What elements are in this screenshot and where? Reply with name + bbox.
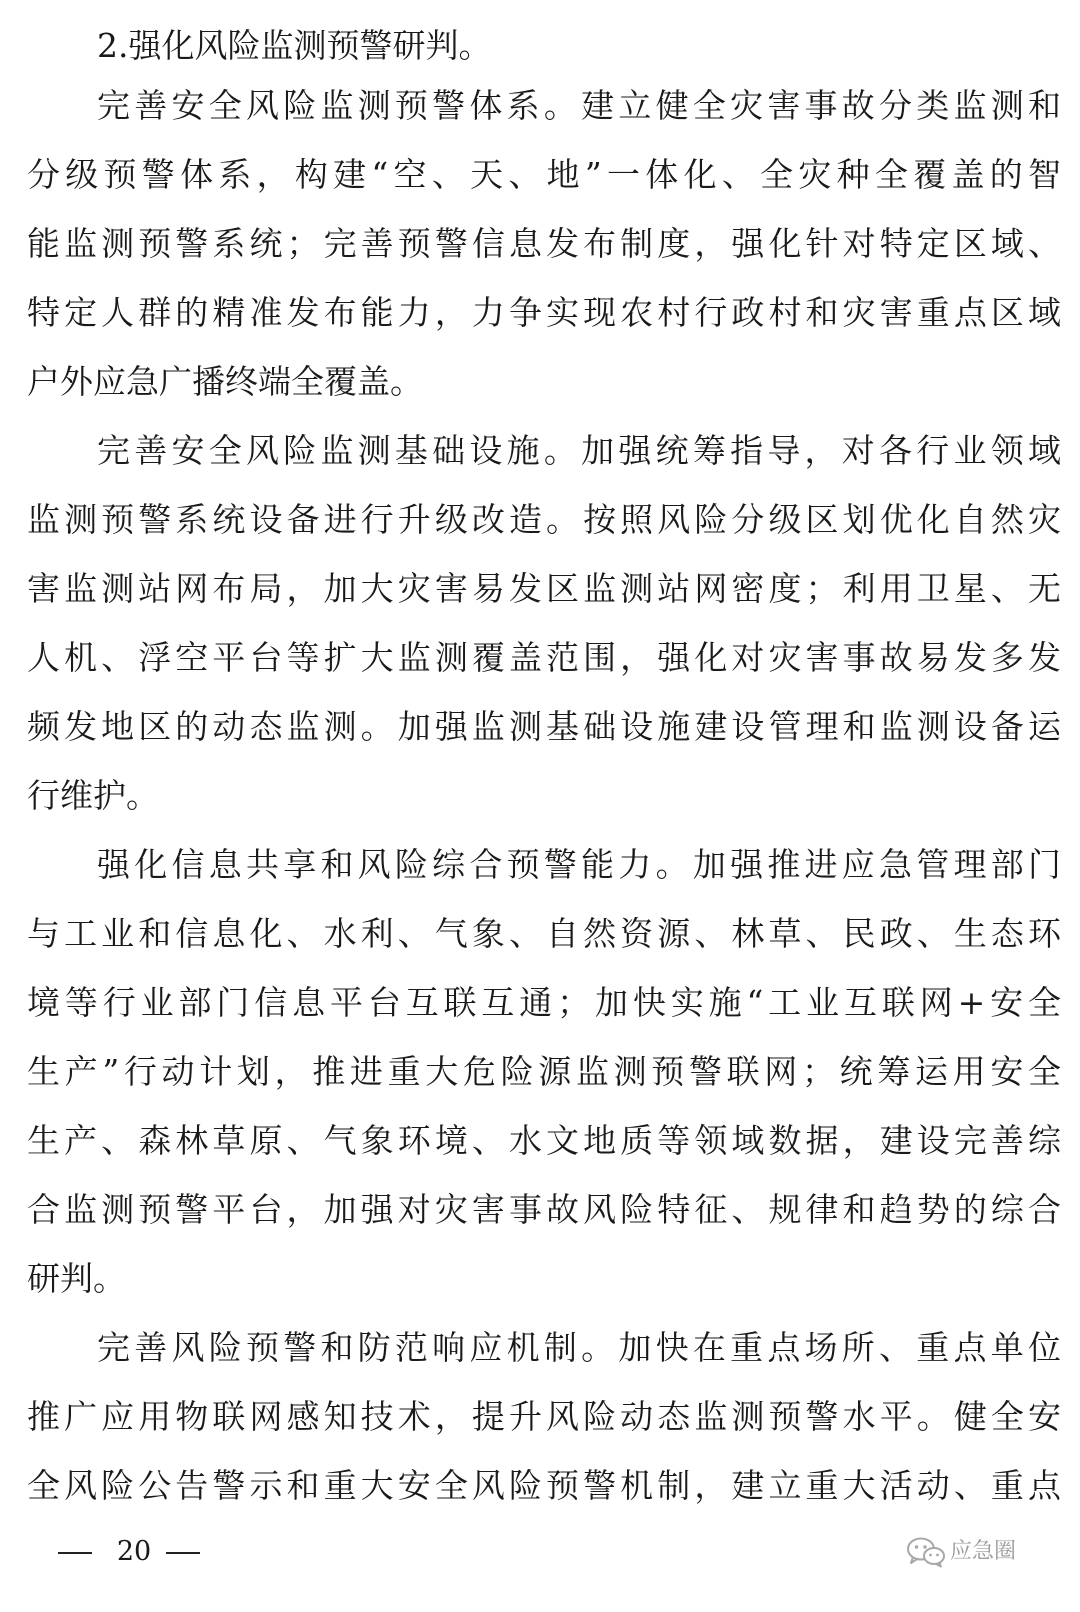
watermark [906, 1530, 1076, 1574]
text-line: 与工业和信息化、水利、气象、自然资源、林草、民政、生态环 [27, 914, 1061, 953]
text-line: 合监测预警平台，加强对灾害事故风险特征、规律和趋势的综合 [27, 1190, 1061, 1229]
text-line: 行维护。 [27, 776, 159, 815]
text-line: 生产、森林草原、气象环境、水文地质等领域数据，建设完善综 [27, 1121, 1061, 1160]
text-line: 分级预警体系，构建“空、天、地”一体化、全灾种全覆盖的智 [27, 155, 1061, 194]
text-line: 完善风险预警和防范响应机制。加快在重点场所、重点单位 [97, 1328, 1061, 1367]
text-line: 户外应急广播终端全覆盖。 [27, 362, 423, 401]
text-line: 完善安全风险监测预警体系。建立健全灾害事故分类监测和 [97, 86, 1061, 125]
text-line: 特定人群的精准发布能力，力争实现农村行政村和灾害重点区域 [27, 293, 1061, 332]
text-line: 完善安全风险监测基础设施。加强统筹指导，对各行业领域 [97, 431, 1061, 470]
text-line: 生产”行动计划，推进重大危险源监测预警联网；统筹运用安全 [27, 1052, 1061, 1091]
page-number: 20 [116, 1536, 152, 1567]
text-line: 全风险公告警示和重大安全风险预警机制，建立重大活动、重点 [27, 1466, 1061, 1505]
text-line: 害监测站网布局，加大灾害易发区监测站网密度；利用卫星、无 [27, 569, 1061, 608]
text-line: 监测预警系统设备进行升级改造。按照风险分级区划优化自然灾 [27, 500, 1061, 539]
page-number-dash-left [58, 1552, 92, 1554]
watermark-text: 应急圈 [950, 1539, 1017, 1564]
text-line: 推广应用物联网感知技术，提升风险动态监测预警水平。健全安 [27, 1397, 1061, 1436]
wechat-icon [906, 1536, 946, 1568]
text-line: 人机、浮空平台等扩大监测覆盖范围，强化对灾害事故易发多发 [27, 638, 1061, 677]
page-number-dash-right [166, 1552, 200, 1554]
section-heading: 2.强化风险监测预警研判。 [97, 26, 492, 65]
text-line: 强化信息共享和风险综合预警能力。加强推进应急管理部门 [97, 845, 1061, 884]
text-line: 研判。 [27, 1259, 126, 1298]
text-line: 频发地区的动态监测。加强监测基础设施建设管理和监测设备运 [27, 707, 1061, 746]
text-line: 境等行业部门信息平台互联互通；加快实施“工业互联网+安全 [27, 983, 1061, 1022]
text-line: 能监测预警系统；完善预警信息发布制度，强化针对特定区域、 [27, 224, 1061, 263]
page-footer [0, 1532, 260, 1572]
